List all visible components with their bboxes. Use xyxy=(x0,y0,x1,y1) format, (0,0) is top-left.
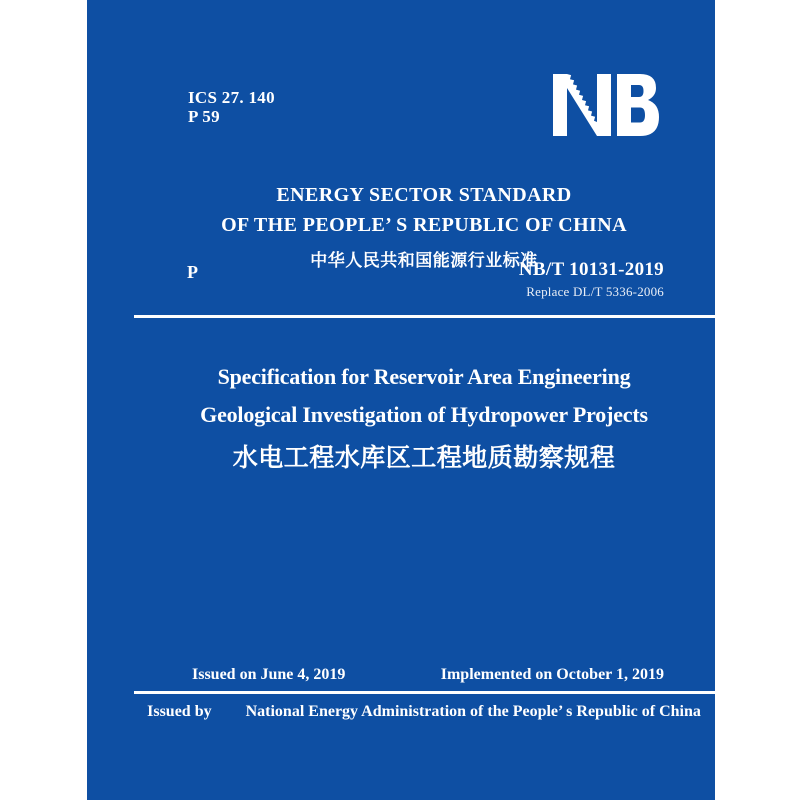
p-code: P 59 xyxy=(188,107,220,126)
issued-on-date: Issued on June 4, 2019 xyxy=(192,666,346,683)
top-divider-rule xyxy=(134,315,715,318)
issued-by-label: Issued by xyxy=(147,703,212,720)
issue-dates-row xyxy=(134,666,715,684)
issued-by-org: National Energy Administration of the People’ s Republic of China xyxy=(245,703,701,720)
ics-code: ICS 27. 140 xyxy=(188,88,275,107)
bottom-divider-rule xyxy=(134,691,715,694)
standard-number: NB/T 10131-2019 xyxy=(518,259,664,280)
authority-en-line1: ENERGY SECTOR STANDARD xyxy=(276,184,572,206)
title-en-line2: Geological Investigation of Hydropower Projects xyxy=(200,402,648,427)
standard-cover xyxy=(87,0,715,800)
authority-en-line2: OF THE PEOPLE’ S REPUBLIC OF CHINA xyxy=(221,214,627,236)
issuer-row xyxy=(134,703,714,721)
title-zh: 水电工程水库区工程地质勘察规程 xyxy=(232,445,616,472)
issuing-authority-heading xyxy=(134,180,714,271)
title-en-line1: Specification for Reservoir Area Engineering xyxy=(217,364,631,389)
replaces-note: Replace DL/T 5336-2006 xyxy=(526,284,664,299)
classification-codes xyxy=(188,88,275,126)
implemented-on-date: Implemented on October 1, 2019 xyxy=(440,666,664,683)
authority-zh: 中华人民共和国能源行业标准 xyxy=(310,251,538,270)
standard-title xyxy=(134,358,714,474)
nb-logo-icon xyxy=(553,74,659,136)
doc-class-letter: P xyxy=(187,262,198,282)
